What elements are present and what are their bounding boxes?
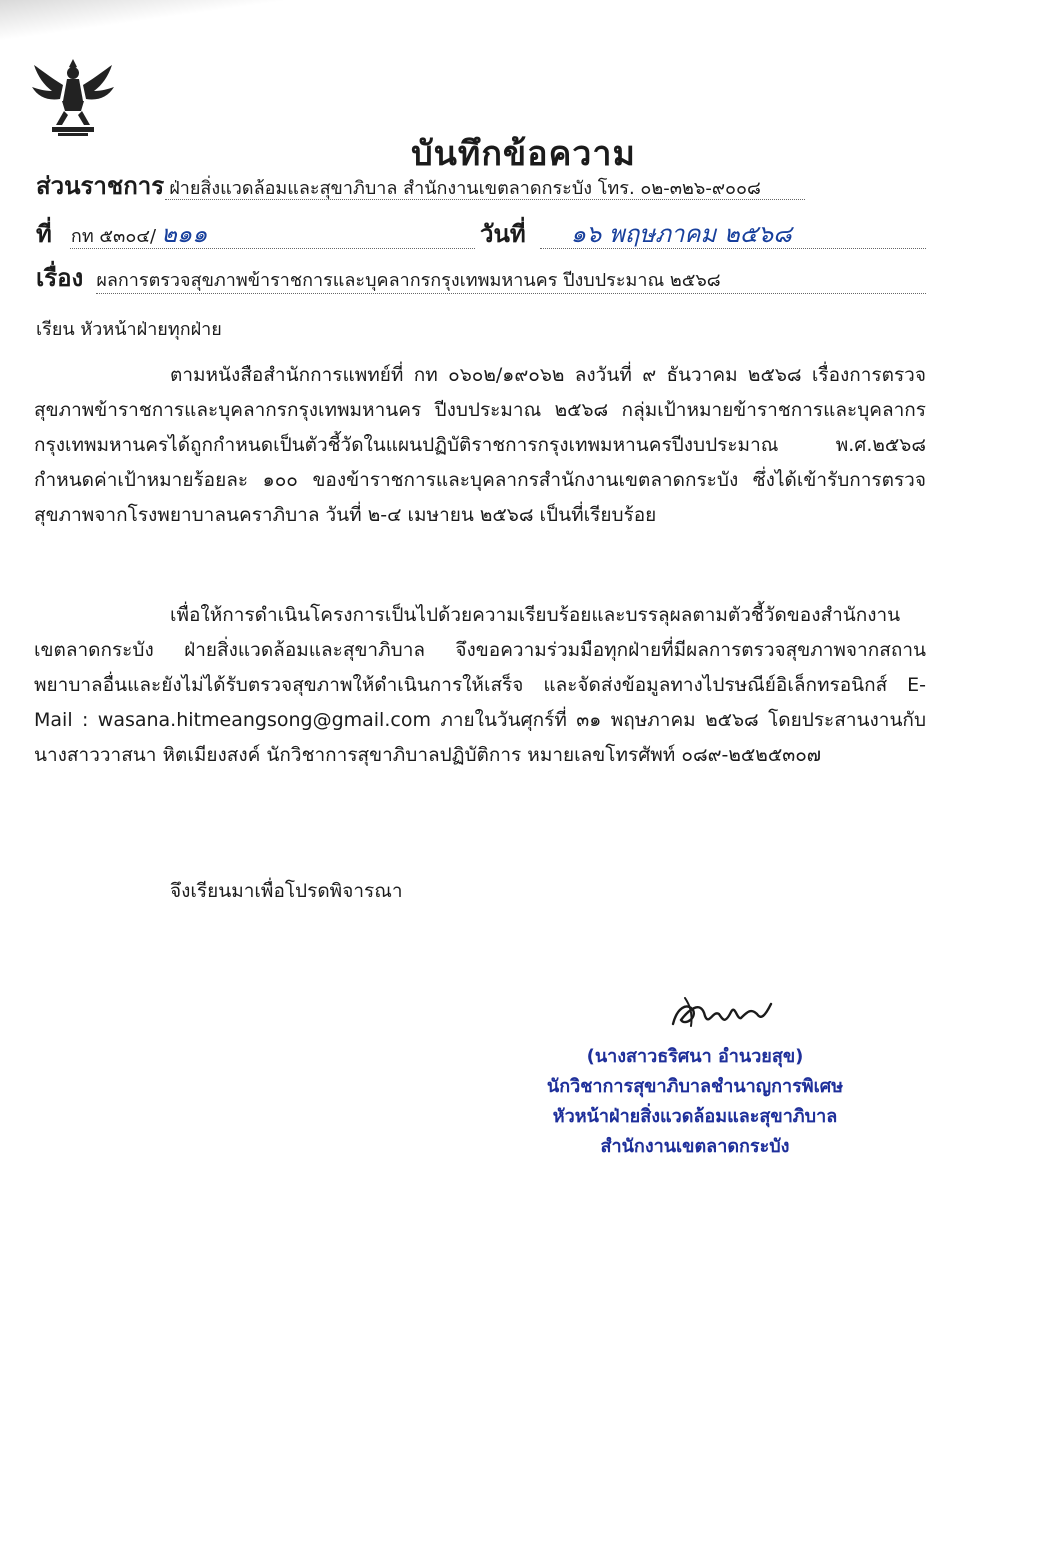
scan-edge-shadow	[0, 0, 1047, 80]
signer-role: หัวหน้าฝ่ายสิ่งแวดล้อมและสุขาภิบาล	[552, 1106, 838, 1127]
date-label: วันที่	[480, 220, 526, 248]
signer-name: (นางสาวธริศนา อำนวยสุข)	[586, 1046, 804, 1067]
memo-body	[34, 358, 926, 533]
body-paragraph-2: เพื่อให้การดำเนินโครงการเป็นไปด้วยความเรียบร้อยและบรรลุผลตามตัวชี้วัดของสำนักงานเขตลาดกระบัง ฝ่ายสิ่งแวดล้อมและสุขาภิบาล จึงขอความร่วมมือทุกฝ่ายที่มีผลการตรวจสุขภาพจากสถานพยาบาลอื่นและยังไม่ได้รับตรวจสุขภาพให้ดำเนินการให้เสร็จ และจัดส่งข้อมูลทางไปรษณีย์อิเล็กทรอนิกส์ E-Mail : wasana.hitmeangsong@gmail.com ภายในวันศุกร์ที่ ๓๑ พฤษภาคม ๒๕๖๘ โดยประสานงานกับนางสาววาสนา หิตเมียงสงค์ นักวิชาการสุขาภิบาลปฏิบัติการ หมายเลขโทรศัพท์ ๐๘๙-๒๕๒๕๓๐๗	[34, 604, 926, 766]
agency-label: ส่วนราชการ	[36, 172, 165, 200]
reference-dotline	[70, 247, 475, 249]
agency-dotline	[165, 198, 805, 200]
reference-number-handwritten: ๒๑๑	[161, 220, 208, 248]
handwritten-signature	[667, 990, 777, 1036]
reference-label: ที่	[36, 220, 52, 248]
salutation: เรียน หัวหน้าฝ่ายทุกฝ่าย	[36, 319, 222, 340]
subject-dotline	[96, 292, 926, 294]
signer-office: สำนักงานเขตลาดกระบัง	[600, 1136, 790, 1157]
agency-text: ฝ่ายสิ่งแวดล้อมและสุขาภิบาล สำนักงานเขตลาดกระบัง โทร. ๐๒-๓๒๖-๙๐๐๘	[169, 178, 761, 199]
closing-line: จึงเรียนมาเพื่อโปรดพิจารณา	[170, 880, 403, 902]
body-paragraph-1: ตามหนังสือสำนักการแพทย์ที่ กท ๐๖๐๒/๑๙๐๖๒ ลงวันที่ ๙ ธันวาคม ๒๕๖๘ เรื่องการตรวจสุขภาพข้าราชการและบุคลากรกรุงเทพมหานคร ปีงบประมาณ ๒๕๖๘ กลุ่มเป้าหมายข้าราชการและบุคลากรกรุงเทพมหานครได้ถูกกำหนดเป็นตัวชี้วัดในแผนปฏิบัติราชการกรุงเทพมหานครปีงบประมาณ พ.ศ.๒๕๖๘ กำหนดค่าเป้าหมายร้อยละ ๑๐๐ ของข้าราชการและบุคลากรสำนักงานเขตลาดกระบัง ซึ่งได้เข้ารับการตรวจสุขภาพจากโรงพยาบาลนคราภิบาล วันที่ ๒-๔ เมษายน ๒๕๖๘ เป็นที่เรียบร้อย	[34, 364, 926, 526]
signature-block	[500, 1042, 890, 1162]
date-handwritten: ๑๖ พฤษภาคม ๒๕๖๘	[570, 220, 792, 248]
signer-position: นักวิชาการสุขาภิบาลชำนาญการพิเศษ	[546, 1076, 844, 1097]
memo-body-2	[34, 598, 926, 773]
reference-prefix: กท ๕๓๐๔/	[70, 226, 157, 247]
date-dotline	[540, 247, 926, 249]
memo-title: บันทึกข้อความ	[411, 134, 636, 174]
subject-label: เรื่อง	[36, 264, 84, 292]
subject-text: ผลการตรวจสุขภาพข้าราชการและบุคลากรกรุงเทพมหานคร ปีงบประมาณ ๒๕๖๘	[96, 270, 721, 291]
